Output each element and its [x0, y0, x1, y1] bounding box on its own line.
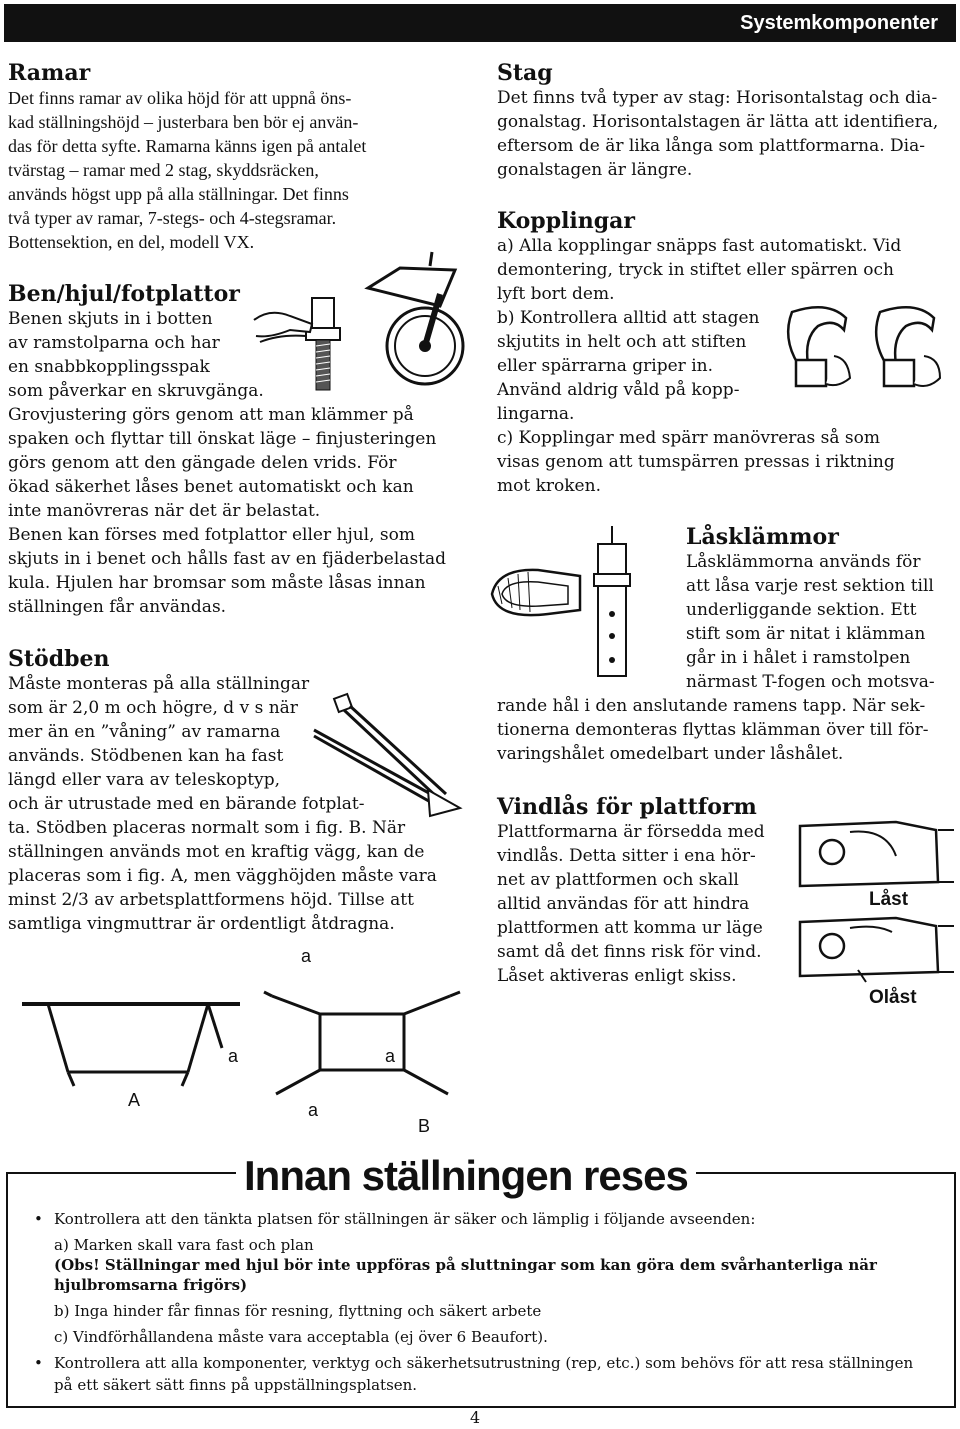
- bullet-2: •: [34, 1354, 43, 1372]
- heading-stag: Stag: [497, 60, 553, 86]
- text-lasklammor-narrow: Låsklämmorna används för att låsa varje rest sektion till underliggande sektion. Ett stift som är nitat i klämman går in i hålet i ramstolpen närmast T-fogen och motsva-: [686, 552, 935, 692]
- figure-label-a-right: a: [385, 1046, 396, 1066]
- wind-lock-locked-illustration: [796, 812, 956, 892]
- text-ramar: Det finns ramar av olika höjd för att uppnå öns- kad ställningshöjd – justerbara ben bör ej använ- das för detta syfte. Ramarna känns igen på antalet tvärstag – ramar med 2 stag, skyddsräcken, används högst upp på alla ställningar. Det finns två typer av ramar, 7-stegs- och 4-stegsramar. Bottensektion, en del, modell VX.: [8, 88, 367, 252]
- innan-sub-c: c) Vindförhållandena måste vara acceptabla (ej över 6 Beaufort).: [54, 1328, 548, 1346]
- figure-label-B: B: [418, 1116, 431, 1136]
- bullet-1: •: [34, 1210, 43, 1228]
- figure-label-a-bottom: a: [308, 1100, 319, 1120]
- figure-label-a-top: a: [301, 946, 312, 966]
- innan-obs-1: (Obs! Ställningar med hjul bör inte uppföras på sluttningar som kan göra dem svårhanterliga när: [54, 1256, 877, 1274]
- header-bar: [4, 4, 956, 42]
- innan-item-2-line1: Kontrollera att alla komponenter, verktyg och säkerhetsutrustning (rep, etc.) som behövs för att resa ställningen: [54, 1354, 914, 1372]
- coupling-hooks-illustration: [778, 298, 958, 394]
- innan-title: Innan ställningen reses: [236, 1150, 696, 1202]
- heading-stodben: Stödben: [8, 646, 110, 672]
- innan-item-2-line2: på ett säkert sätt finns på uppställningsplatsen.: [54, 1376, 418, 1394]
- innan-sub-a: a) Marken skall vara fast och plan: [54, 1236, 314, 1254]
- figure-a-diagram: [18, 992, 248, 1092]
- text-kopplingar: a) Alla kopplingar snäpps fast automatiskt. Vid demontering, tryck in stiftet eller spärren och lyft bort dem. b) Kontrollera alltid att stagen skjutits in helt och att stiften eller spärrarna griper in. Använd aldrig våld på kopp- lingarna. c) Kopplingar med spärr manövreras så som visas genom att tumspärren pressas i riktning mot kroken.: [497, 236, 902, 496]
- figure-label-A: A: [128, 1090, 141, 1110]
- innan-box: [6, 1172, 956, 1408]
- heading-lasklammor: Låsklämmor: [686, 524, 839, 550]
- section-stag: [497, 60, 957, 182]
- innan-item-1: Kontrollera att den tänkta platsen för ställningen är säker och lämplig i följande avseenden:: [54, 1210, 756, 1228]
- section-vindlas: [497, 794, 797, 988]
- innan-obs-2: hjulbromsarna frigörs): [54, 1276, 248, 1294]
- innan-sub-b: b) Inga hinder får finnas för resning, flyttning och säkert arbete: [54, 1302, 542, 1320]
- page-number: 4: [470, 1408, 481, 1427]
- figure-label-a-left: a: [228, 1046, 239, 1066]
- text-stag: Det finns två typer av stag: Horisontalstag och dia- gonalstag. Horisontalstagen är lätta att identifiera, eftersom de är lika långa som plattformarna. Dia- gonalstagen är längre.: [497, 88, 939, 180]
- outrigger-illustration: [310, 690, 470, 820]
- figure-b-diagram: [262, 984, 462, 1104]
- text-vindlas: Plattformarna är försedda med vindlås. Detta sitter i ena hör- net av plattformen och skall alltid användas för att hindra plattformen att komma ur läge samt då det finns risk för vind. Låset aktiveras enligt skiss.: [497, 822, 765, 986]
- heading-vindlas: Vindlås för plattform: [497, 794, 757, 820]
- lock-clamp-illustration: [488, 524, 678, 684]
- header-title: Systemkomponenter: [740, 12, 938, 34]
- text-lasklammor-wide: rande hål i den anslutande ramens tapp. När sek- tionerna demonteras flyttas klämman över till för- varingshålet omedelbart under låshålet.: [497, 696, 929, 764]
- text-ben: Benen skjuts in i botten av ramstolparna och har en snabbkopplingsspak som påverkar en skruvgänga. Grovjustering görs genom att man klämmer på spaken och flyttar till önskat läge – finjusteringen görs genom att den gängade delen vrids. För ökad säkerhet låses benet automatiskt och kan inte manövreras när det är belastat. Benen kan förses med fotplattor eller hjul, som skjuts in i benet och hålls fast av en fjäderbelastad kula. Hjulen har bromsar som måste låsas innan ställningen får användas.: [8, 309, 447, 617]
- heading-ramar: Ramar: [8, 60, 91, 86]
- label-locked: Låst: [869, 889, 909, 910]
- leg-wheel-illustration: [250, 258, 480, 398]
- text-stodben: Måste monteras på alla ställningar som är 2,0 m och högre, d v s när mer än en ”våning” av ramarna används. Stödbenen kan ha fast längd eller vara av teleskoptyp, och är utrustade med en bärande fotplat- ta. Stödben placeras normalt som i fig. B. När ställningen används mot en kraftig vägg, kan de placeras som i fig. A, men vägghöjden måste vara minst 2/3 av arbetsplattformens höjd. Tillse att samtliga vingmuttrar är ordentligt åtdragna.: [8, 674, 437, 934]
- section-lasklammor: [686, 524, 958, 694]
- wind-lock-unlocked-illustration: [796, 912, 956, 984]
- heading-ben: Ben/hjul/fotplattor: [8, 281, 240, 307]
- section-ramar: [8, 60, 478, 254]
- heading-kopplingar: Kopplingar: [497, 208, 636, 234]
- label-unlocked: Olåst: [869, 987, 917, 1008]
